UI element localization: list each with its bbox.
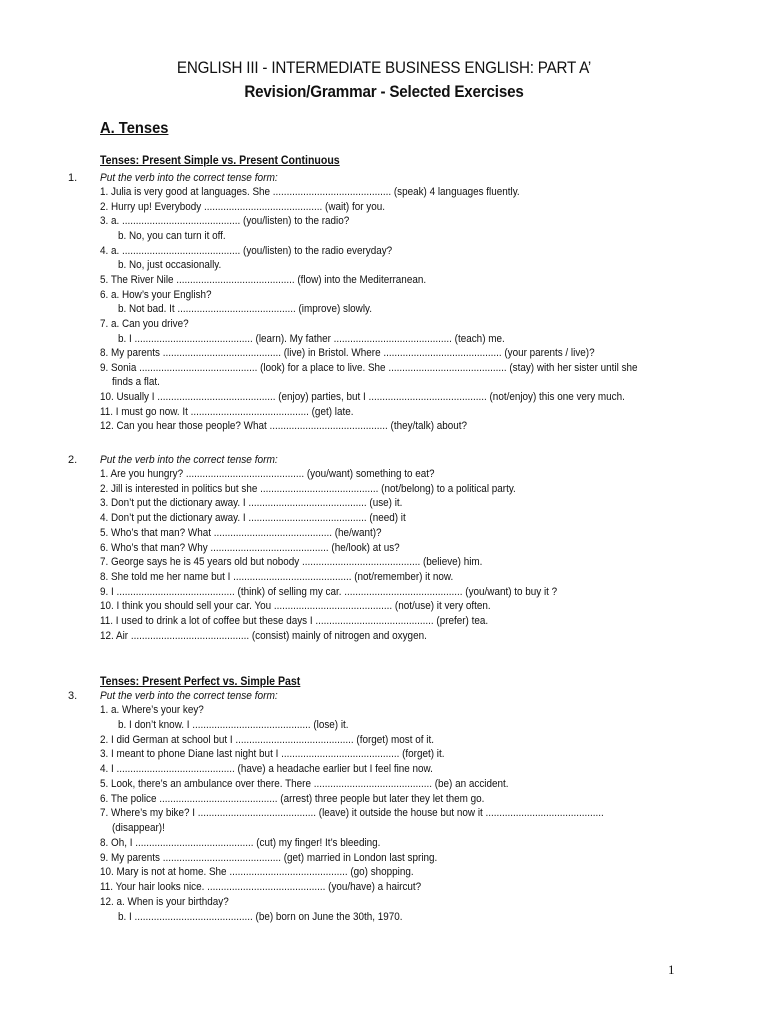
exercise-item: 12. Air ........................................... (consist) mainly of nitrogen and oxygen.: [100, 629, 427, 642]
exercise-item: 9. Sonia ........................................... (look) for a place to live. She ........................................... (stay) with her sister until she: [100, 361, 638, 374]
exercise-instruction: Put the verb into the correct tense form:: [100, 690, 278, 702]
exercise-item: 8. Oh, I ........................................... (cut) my finger! It’s bleeding.: [100, 836, 381, 849]
exercise-item: 6. Who’s that man? Why ........................................... (he/look) at us?: [100, 541, 400, 554]
exercise-item: b. I ........................................... (be) born on June the 30th, 1970.: [118, 910, 403, 923]
exercise-item: 2. I did German at school but I ........................................... (forget) most of it.: [100, 733, 434, 746]
exercise-item: 7. Where’s my bike? I ........................................... (leave) it outside the house but now it ...........................................: [100, 807, 604, 820]
exercise-item: 8. She told me her name but I ........................................... (not/remember) it now.: [100, 570, 454, 583]
exercise-item: 4. a. ........................................... (you/listen) to the radio everyday?: [100, 244, 393, 257]
exercise-item: 5. The River Nile ........................................... (flow) into the Mediterranean.: [100, 273, 427, 286]
exercise-item: 4. I ........................................... (have) a headache earlier but I feel fine now.: [100, 763, 433, 775]
exercise-item: 9. My parents ........................................... (get) married in London last spring.: [100, 851, 438, 864]
section-heading-tenses: A. Tenses: [100, 120, 169, 137]
exercise-item: finds a flat.: [112, 376, 160, 389]
exercise-item: 12. a. When is your birthday?: [100, 895, 229, 908]
exercise-item: 10. Usually I ........................................... (enjoy) parties, but I ........................................... (not/enjoy) this one very much.: [100, 391, 625, 404]
exercise-item: 3. Don’t put the dictionary away. I ........................................... (use) it.: [100, 497, 403, 510]
exercise-item: 12. Can you hear those people? What ........................................... (they/talk) about?: [100, 420, 468, 433]
exercise-item: 5. Look, there’s an ambulance over there. There ........................................... (be) an accident.: [100, 777, 509, 790]
exercise-item: 10. I think you should sell your car. You ........................................... (not/use) it very often.: [100, 600, 491, 613]
exercise-number: 3.: [68, 690, 78, 702]
exercise-number: 2.: [68, 454, 78, 466]
exercise-item: 6. The police ........................................... (arrest) three people but later they let them go.: [100, 792, 485, 805]
exercise-item: (disappear)!: [112, 822, 165, 834]
exercise-item: 3. a. ........................................... (you/listen) to the radio?: [100, 215, 350, 228]
exercise-item: 3. I meant to phone Diane last night but I ........................................... (forget) it.: [100, 748, 445, 761]
exercise-item: 8. My parents ........................................... (live) in Bristol. Where ........................................... (your parents / live)?: [100, 347, 595, 360]
exercise-item: 5. Who’s that man? What ........................................... (he/want)?: [100, 526, 382, 539]
exercise-item: b. I ........................................... (learn). My father ........................................... (teach) me.: [118, 332, 505, 345]
page-number: 1: [668, 962, 675, 977]
exercise-number: 1.: [68, 172, 78, 184]
exercise-item: 11. I must go now. It ........................................... (get) late.: [100, 405, 354, 418]
exercise-item: 10. Mary is not at home. She ........................................... (go) shopping.: [100, 866, 414, 879]
subheading-present-perfect-vs-simple-past: Tenses: Present Perfect vs. Simple Past: [100, 676, 301, 688]
exercise-item: 7. George says he is 45 years old but nobody ........................................... (believe) him.: [100, 556, 483, 569]
exercise-instruction: Put the verb into the correct tense form:: [100, 172, 278, 184]
exercise-item: 1. a. Where’s your key?: [100, 704, 204, 716]
exercise-item: b. Not bad. It ........................................... (improve) slowly.: [118, 303, 372, 316]
exercise-item: 7. a. Can you drive?: [100, 317, 189, 330]
document-subtitle: Revision/Grammar - Selected Exercises: [244, 83, 524, 101]
exercise-item: b. No, you can turn it off.: [118, 229, 226, 242]
exercise-item: 1. Are you hungry? ........................................... (you/want) something to eat?: [100, 468, 435, 480]
exercise-instruction: Put the verb into the correct tense form:: [100, 454, 278, 466]
exercise-item: b. No, just occasionally.: [118, 259, 222, 272]
exercise-item: 9. I ........................................... (think) of selling my car. ........................................... (you/want) to buy it ?: [100, 585, 558, 598]
exercise-item: 2. Hurry up! Everybody ........................................... (wait) for you.: [100, 200, 385, 213]
document-title: ENGLISH III - INTERMEDIATE BUSINESS ENGLISH: PART A’: [176, 59, 592, 77]
exercise-item: 2. Jill is interested in politics but she ........................................... (not/belong) to a political party.: [100, 482, 516, 495]
subheading-present-simple-vs-continuous: Tenses: Present Simple vs. Present Continuous: [100, 155, 340, 167]
exercise-item: b. I don’t know. I ........................................... (lose) it.: [118, 718, 349, 731]
exercise-item: 6. a. How’s your English?: [100, 288, 212, 301]
exercise-item: 4. Don’t put the dictionary away. I ........................................... (need) it: [100, 512, 406, 525]
exercise-item: 1. Julia is very good at languages. She ........................................... (speak) 4 languages fluently.: [100, 186, 520, 198]
exercise-item: 11. Your hair looks nice. ........................................... (you/have) a haircut?: [100, 881, 422, 893]
exercise-item: 11. I used to drink a lot of coffee but these days I ........................................... (prefer) tea.: [100, 615, 489, 627]
